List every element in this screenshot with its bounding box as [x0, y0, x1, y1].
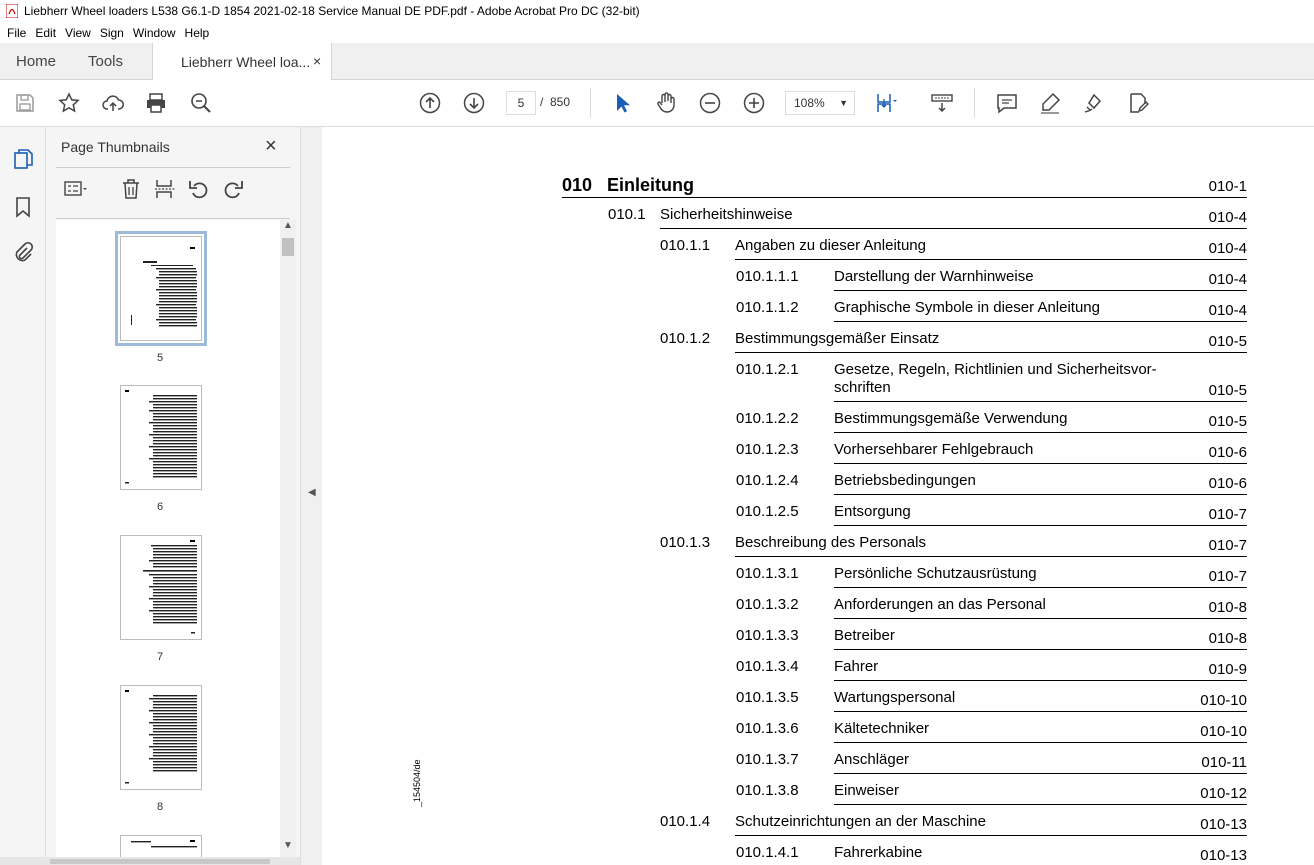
zoom-search-icon[interactable] [189, 91, 213, 115]
toc-entry-rule [834, 432, 1247, 433]
scrollbar-thumb[interactable] [282, 238, 294, 256]
toc-entry-rule [834, 321, 1247, 322]
toc-entry-title[interactable]: Fahrer [834, 658, 879, 675]
page-display-icon[interactable] [874, 91, 898, 115]
toc-entry-page[interactable]: 010-8 [1208, 599, 1247, 616]
toc-entry-rule [834, 525, 1247, 526]
toolbar [0, 80, 1314, 127]
toc-entry-title[interactable]: Anschläger [834, 751, 910, 768]
toc-entry-rule [660, 228, 1247, 229]
toc-entry-rule [735, 556, 1247, 557]
tab-document-label: Liebherr Wheel loa... [181, 54, 311, 70]
toc-entry-title[interactable]: Vorhersehbarer Fehlgebrauch [834, 441, 1034, 458]
toc-entry-rule [735, 835, 1247, 836]
bookmark-icon[interactable] [11, 195, 35, 219]
thumbnail-page-number: 8 [156, 801, 164, 813]
toc-entry-rule [834, 680, 1247, 681]
toc-entry-rule [834, 773, 1247, 774]
scroll-up-icon[interactable]: ▲ [283, 220, 293, 231]
thumbnail-page-image[interactable] [120, 385, 202, 490]
draw-sign-icon[interactable] [1082, 91, 1106, 115]
extract-pages-icon[interactable] [153, 177, 177, 201]
chevron-down-icon: ▼ [839, 98, 848, 108]
delete-pages-icon[interactable] [119, 177, 143, 201]
toc-entry-page[interactable]: 010-4 [1208, 271, 1247, 288]
left-navigation-rail [0, 127, 46, 865]
toc-entry-rule [834, 742, 1247, 743]
title-bar [0, 0, 1314, 22]
horizontal-scrollbar-thumb[interactable] [50, 859, 270, 864]
toc-entry-number[interactable]: 010.1.3.7 [736, 751, 799, 768]
toc-entry-rule [834, 587, 1247, 588]
tab-document[interactable] [152, 43, 332, 80]
thumbnail-page-image[interactable] [120, 236, 202, 341]
toc-entry-number[interactable]: 010.1 [608, 206, 646, 223]
toc-entry-number[interactable]: 010.1.2.2 [736, 410, 799, 427]
panel-divider [56, 218, 290, 219]
toc-entry-page[interactable]: 010-13 [1200, 847, 1247, 864]
toc-entry-rule [834, 463, 1247, 464]
document-view [322, 127, 1314, 865]
toc-entry-page[interactable]: 010-7 [1208, 506, 1247, 523]
toc-entry-page[interactable]: 010-12 [1200, 785, 1247, 802]
toc-entry-rule [834, 649, 1247, 650]
rotate-right-icon[interactable] [221, 177, 245, 201]
toc-entry-number[interactable]: 010.1.3 [660, 534, 711, 551]
scroll-mode-icon[interactable] [930, 91, 954, 115]
toc-entry-number[interactable]: 010.1.2 [660, 330, 711, 347]
toc-entry-title[interactable]: Beschreibung des Personals [735, 534, 926, 551]
toc-entry-rule [735, 352, 1247, 353]
thumbnail-page-image[interactable] [120, 835, 202, 858]
toc-entry-title[interactable]: Betreiber [834, 627, 895, 644]
select-cursor-icon[interactable] [610, 91, 634, 115]
toc-entry-number[interactable]: 010.1.3.4 [736, 658, 799, 675]
toc-entry-title[interactable]: Wartungspersonal [834, 689, 956, 706]
comment-icon[interactable] [995, 91, 1019, 115]
toc-entry-title[interactable]: Fahrerkabine [834, 844, 923, 861]
toc-entry-page[interactable]: 010-13 [1200, 816, 1247, 833]
toc-entry-number[interactable]: 010.1.3.3 [736, 627, 799, 644]
toc-entry-title-continued[interactable]: schriften [834, 379, 891, 396]
toc-entry-page[interactable]: 010-7 [1208, 568, 1247, 585]
zoom-out-icon[interactable] [698, 91, 722, 115]
tab-home[interactable]: Home [16, 53, 57, 70]
menu-edit[interactable]: Edit [35, 25, 57, 40]
toc-entry-title[interactable]: Angaben zu dieser Anleitung [735, 237, 926, 254]
menu-bar [0, 22, 1314, 43]
toc-entry-number[interactable]: 010.1.2.5 [736, 503, 799, 520]
window-title: Liebherr Wheel loaders L538 G6.1-D 1854 2021-02-18 Service Manual DE PDF.pdf - Adobe Acrobat Pro DC (32-bit) [24, 4, 640, 18]
panel-close-icon[interactable]: × [265, 135, 277, 157]
thumbnail-preview [121, 237, 201, 340]
document-side-code: _154504/de [412, 759, 422, 807]
previous-page-icon[interactable] [418, 91, 442, 115]
tab-bar [0, 43, 1314, 80]
toc-entry-rule [834, 401, 1247, 402]
toc-entry-number[interactable]: 010.1.3.6 [736, 720, 799, 737]
next-page-icon[interactable] [462, 91, 486, 115]
toc-entry-rule [562, 197, 1247, 198]
toc-entry-rule [735, 259, 1247, 260]
page-number-input[interactable]: 5 [506, 91, 536, 115]
collapse-panel-icon[interactable]: ◀ [308, 487, 316, 498]
toc-entry-page[interactable]: 010-5 [1208, 333, 1247, 350]
toc-entry-number[interactable]: 010.1.3.1 [736, 565, 799, 582]
toc-entry-number[interactable]: 010.1.1.1 [736, 268, 799, 285]
save-icon[interactable] [13, 91, 37, 115]
toc-entry-page[interactable]: 010-8 [1208, 630, 1247, 647]
zoom-in-icon[interactable] [742, 91, 766, 115]
toc-entry-rule [834, 290, 1247, 291]
toc-entry-title[interactable]: Einleitung [607, 175, 694, 195]
tab-tools[interactable]: Tools [88, 53, 124, 70]
page-total: 850 [550, 95, 571, 109]
hand-tool-icon[interactable] [654, 91, 678, 115]
toc-entry-rule [834, 804, 1247, 805]
panel-divider [56, 167, 290, 168]
toc-entry-page[interactable]: 010-4 [1208, 240, 1247, 257]
page-separator: / [540, 95, 544, 109]
menu-view[interactable]: View [65, 25, 91, 40]
thumbnail-page-number: 5 [156, 352, 164, 364]
thumbnail-preview [121, 686, 201, 789]
thumbnail-page-image[interactable] [120, 685, 202, 790]
toc-entry-title[interactable]: Schutzeinrichtungen an der Maschine [735, 813, 986, 830]
fill-sign-icon[interactable] [1126, 91, 1150, 115]
attachment-icon[interactable] [11, 241, 35, 265]
toc-entry-number[interactable]: 010.1.2.4 [736, 472, 799, 489]
toc-entry-title[interactable]: Betriebsbedingungen [834, 472, 976, 489]
toc-entry-number[interactable]: 010 [562, 175, 593, 195]
toc-entry-page[interactable]: 010-6 [1208, 475, 1247, 492]
toc-entry-title[interactable]: Graphische Symbole in dieser Anleitung [834, 299, 1100, 316]
print-icon[interactable] [144, 91, 168, 115]
toc-entry-number[interactable]: 010.1.2.3 [736, 441, 799, 458]
toc-entry-title[interactable]: Bestimmungsgemäßer Einsatz [735, 330, 940, 347]
toc-entry-page[interactable]: 010-10 [1200, 723, 1247, 740]
toc-entry-title[interactable]: Darstellung der Warnhinweise [834, 268, 1034, 285]
toc-entry-number[interactable]: 010.1.3.5 [736, 689, 799, 706]
thumbnail-options-icon[interactable] [60, 177, 84, 201]
toc-entry-number[interactable]: 010.1.3.2 [736, 596, 799, 613]
toc-entry-page[interactable]: 010-4 [1208, 302, 1247, 319]
toc-entry-page[interactable]: 010-5 [1208, 413, 1247, 430]
toc-entry-rule [834, 494, 1247, 495]
thumbnail-scrollbar[interactable] [280, 220, 296, 858]
scroll-down-icon[interactable]: ▼ [283, 840, 293, 851]
toc-entry-title[interactable]: Bestimmungsgemäße Verwendung [834, 410, 1068, 427]
toc-entry-title[interactable]: Kältetechniker [834, 720, 930, 737]
highlight-pen-icon[interactable] [1038, 91, 1062, 115]
toolbar-divider [590, 88, 591, 118]
toc-entry-rule [834, 618, 1247, 619]
thumbnail-preview [121, 536, 201, 639]
toc-entry-page[interactable]: 010-1 [1208, 178, 1247, 195]
menu-sign[interactable]: Sign [99, 25, 124, 40]
tab-close-icon[interactable]: × [313, 53, 322, 69]
toc-entry-page[interactable]: 010-4 [1208, 209, 1247, 226]
page-thumbnails-icon[interactable] [11, 147, 35, 171]
toc-entry-rule [834, 711, 1247, 712]
toc-entry-page[interactable]: 010-6 [1208, 444, 1247, 461]
toc-entry-title[interactable]: Entsorgung [834, 503, 911, 520]
toc-entry-page[interactable]: 010-11 [1201, 754, 1247, 771]
toc-entry-number[interactable]: 010.1.1.2 [736, 299, 799, 316]
menu-file[interactable]: File [7, 25, 27, 40]
toolbar-divider [974, 88, 975, 118]
upload-cloud-icon[interactable] [101, 91, 125, 115]
thumbnail-preview [121, 836, 201, 858]
toc-entry-number[interactable]: 010.1.4 [660, 813, 711, 830]
thumbnail-page-number: 7 [156, 651, 164, 663]
thumbnail-list [56, 220, 289, 858]
thumbnail-page-number: 6 [156, 501, 164, 513]
acrobat-icon [6, 4, 18, 18]
toc-entry-page[interactable]: 010-9 [1208, 661, 1247, 678]
zoom-level-value: 108% [794, 96, 825, 110]
toc-entry-title[interactable]: Sicherheitshinweise [660, 206, 793, 223]
toc-entry-page[interactable]: 010-10 [1200, 692, 1247, 709]
toc-entry-title[interactable]: Einweiser [834, 782, 900, 799]
page-thumbnails-panel [46, 127, 300, 865]
toc-entry-title[interactable]: Persönliche Schutzausrüstung [834, 565, 1037, 582]
toc-entry-number[interactable]: 010.1.2.1 [736, 361, 799, 378]
panel-title: Page Thumbnails [61, 139, 170, 155]
toc-entry-page[interactable]: 010-7 [1208, 537, 1247, 554]
menu-window[interactable]: Window [132, 25, 176, 40]
toc-entry-number[interactable]: 010.1.4.1 [736, 844, 799, 861]
rotate-left-icon[interactable] [187, 177, 211, 201]
star-icon[interactable] [57, 91, 81, 115]
zoom-level-dropdown[interactable] [785, 91, 855, 115]
toc-entry-title[interactable]: Gesetze, Regeln, Richtlinien und Sicherheitsvor- [834, 361, 1157, 378]
thumbnail-preview [121, 386, 201, 489]
menu-help[interactable]: Help [184, 25, 210, 40]
toc-entry-number[interactable]: 010.1.1 [660, 237, 711, 254]
panel-splitter[interactable] [300, 127, 323, 865]
toc-entry-number[interactable]: 010.1.3.8 [736, 782, 799, 799]
thumbnail-page-image[interactable] [120, 535, 202, 640]
toc-entry-title[interactable]: Anforderungen an das Personal [834, 596, 1046, 613]
toc-entry-page[interactable]: 010-5 [1208, 382, 1247, 399]
